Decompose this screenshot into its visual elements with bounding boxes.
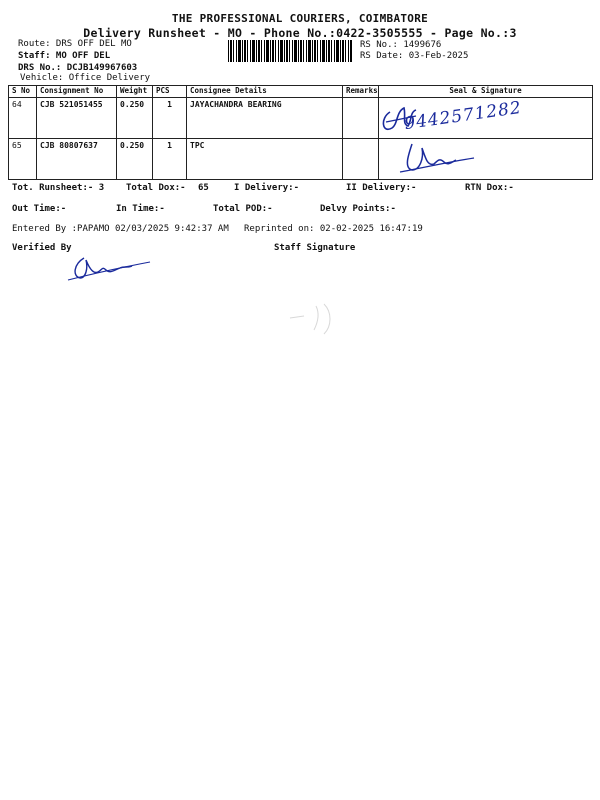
cell-consignee: TPC [187,139,343,180]
total-dox-value: 65 [198,183,209,193]
ii-delivery: II Delivery:- [346,183,417,193]
header-weight: Weight [117,86,153,98]
table-row [9,139,593,180]
entered-by: Entered By :PAPAMO 02/03/2025 9:42:37 AM [12,224,229,234]
cell-consignment: CJB 80807637 [37,139,117,180]
delvy-points: Delvy Points:- [320,204,396,214]
cell-pcs: 1 [153,139,187,180]
tot-runsheet: Tot. Runsheet:- 3 [12,183,105,193]
rtn-dox: RTN Dox:- [465,183,514,193]
verified-by-label: Verified By [12,243,72,253]
cell-weight: 0.250 [117,98,153,139]
header-remarks: Remarks [343,86,379,98]
faint-stamp-mark [284,296,340,340]
cell-remarks [343,98,379,139]
in-time: In Time:- [116,204,165,214]
verified-signature [66,250,156,284]
cell-sno: 64 [9,98,37,139]
rs-number: RS No.: 1499676 [360,40,442,50]
header-consignee: Consignee Details [187,86,343,98]
header-seal-signature: Seal & Signature [379,86,593,98]
table-header-row [9,86,593,98]
reprinted-on: Reprinted on: 02-02-2025 16:47:19 [244,224,423,234]
route-text: Route: DRS OFF DEL MO [18,39,132,49]
barcode-image [228,40,352,62]
cell-signature [379,139,593,180]
cell-weight: 0.250 [117,139,153,180]
staff-signature-label: Staff Signature [274,243,356,253]
total-dox-label: Total Dox:- [126,183,186,193]
i-delivery: I Delivery:- [234,183,300,193]
cell-remarks [343,139,379,180]
cell-consignee: JAYACHANDRA BEARING [187,98,343,139]
vehicle-text: Vehicle: Office Delivery [20,73,151,83]
header-pcs: PCS [153,86,187,98]
handwritten-phone-number: 9442571282 [403,97,523,135]
staff-text: Staff: MO OFF DEL [18,51,111,61]
company-title: THE PROFESSIONAL COURIERS, COIMBATORE [171,12,429,25]
header-consignment: Consignment No [37,86,117,98]
drs-number: DRS No.: DCJB149967603 [18,63,138,73]
out-time: Out Time:- [12,204,67,214]
cell-consignment: CJB 521051455 [37,98,117,139]
cell-pcs: 1 [153,98,187,139]
total-pod: Total POD:- [213,204,273,214]
rs-date: RS Date: 03-Feb-2025 [360,51,469,61]
header-sno: S No [9,86,37,98]
runsheet-subtitle: Delivery Runsheet - MO - Phone No.:0422-3505555 - Page No.:3 [83,26,517,40]
cell-sno: 65 [9,139,37,180]
